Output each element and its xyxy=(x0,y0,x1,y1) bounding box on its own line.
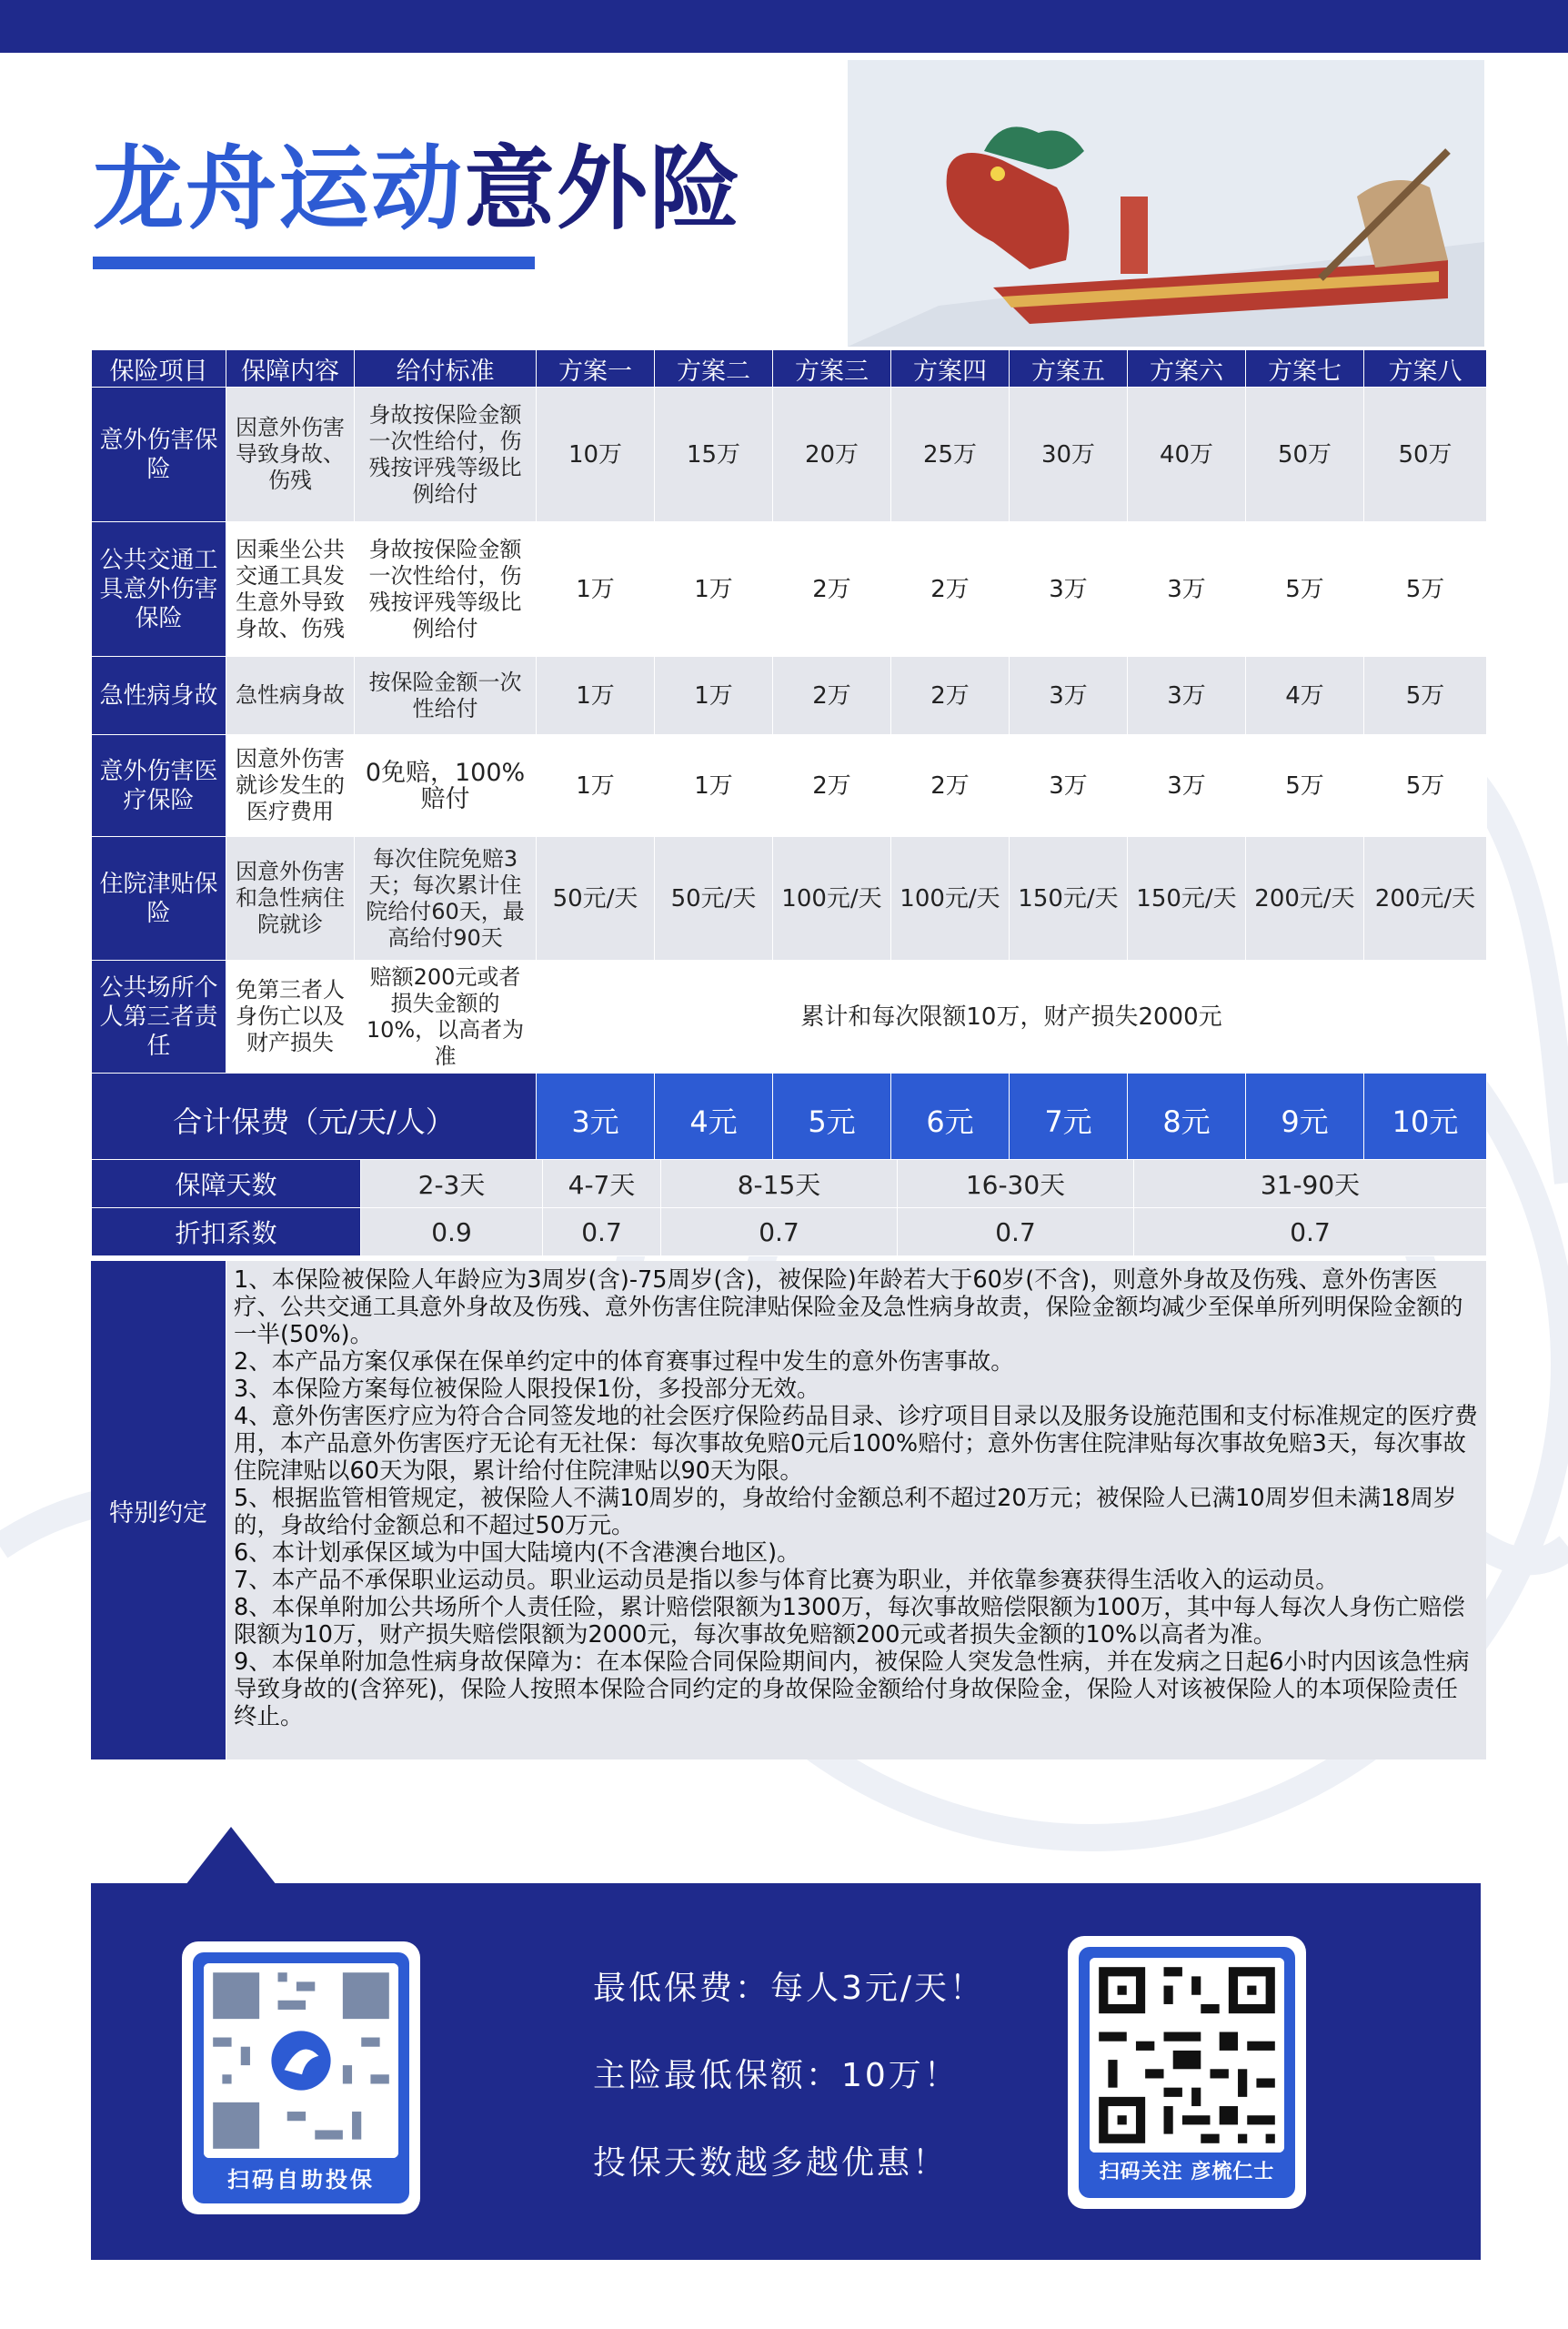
coverage-desc: 因意外伤害就诊发生的医疗费用 xyxy=(226,735,355,837)
coverage-desc: 急性病身故 xyxy=(226,657,355,735)
days-value: 2-3天 xyxy=(361,1160,543,1208)
plan-value: 200元/天 xyxy=(1246,837,1364,961)
coverage-name: 住院津贴保险 xyxy=(92,837,226,961)
factor-value: 0.7 xyxy=(898,1208,1134,1256)
header-cell: 方案一 xyxy=(537,350,655,388)
coverage-days-label: 保障天数 xyxy=(92,1160,361,1208)
coverage-desc: 因意外伤害和急性病住院就诊 xyxy=(226,837,355,961)
coverage-name: 意外伤害保险 xyxy=(92,388,226,522)
plan-value: 5万 xyxy=(1246,522,1364,657)
qr-left-caption: 扫码自助投保 xyxy=(227,2167,375,2193)
plan-value: 2万 xyxy=(891,735,1010,837)
merged-limit: 累计和每次限额10万，财产损失2000元 xyxy=(537,961,1487,1074)
premium-value: 4元 xyxy=(655,1074,773,1167)
plan-value: 15万 xyxy=(655,388,773,522)
footer-slogans xyxy=(593,1956,985,2218)
days-value: 4-7天 xyxy=(543,1160,661,1208)
plan-value: 30万 xyxy=(1010,388,1128,522)
table-row xyxy=(92,735,1487,837)
table-row xyxy=(92,961,1487,1074)
special-term: 4、意外伤害医疗应为符合合同签发地的社会医疗保险药品目录、诊疗项目目录以及服务设施范围和支付标准规定的医疗费用，本产品意外伤害医疗无论有无社保：每次事故免赔0元后100%赔付；意外伤害住院津贴每次事故免赔3天，每次事故住院津贴以60天为限，累计给付住院津贴以90天为限。 xyxy=(234,1403,1478,1485)
factor-value: 0.7 xyxy=(1134,1208,1487,1256)
title-underline xyxy=(93,257,535,269)
plan-value: 5万 xyxy=(1364,735,1487,837)
coverage-desc: 免第三者人身伤亡以及财产损失 xyxy=(226,961,355,1074)
plan-value: 200元/天 xyxy=(1364,837,1487,961)
title-part2: 意外险 xyxy=(464,136,742,242)
plan-value: 4万 xyxy=(1246,657,1364,735)
header-cell: 方案七 xyxy=(1246,350,1364,388)
payment-standard: 0免赔，100%赔付 xyxy=(355,735,537,837)
slogan: 主险最低保额：10万！ xyxy=(593,2057,960,2094)
plan-value: 50元/天 xyxy=(655,837,773,961)
plan-value: 2万 xyxy=(891,657,1010,735)
header-cell: 方案二 xyxy=(655,350,773,388)
plan-value: 3万 xyxy=(1128,522,1246,657)
plan-value: 1万 xyxy=(537,657,655,735)
special-terms-section xyxy=(91,1261,1486,1759)
page-title xyxy=(93,135,742,244)
coverage-desc: 因乘坐公共交通工具发生意外导致身故、伤残 xyxy=(226,522,355,657)
premium-value: 5元 xyxy=(773,1074,891,1167)
discount-table xyxy=(91,1159,1487,1256)
table-header-row xyxy=(92,350,1487,388)
plan-value: 10万 xyxy=(537,388,655,522)
plan-value: 40万 xyxy=(1128,388,1246,522)
plan-value: 25万 xyxy=(891,388,1010,522)
plan-value: 3万 xyxy=(1010,735,1128,837)
header-cell: 保障内容 xyxy=(226,350,355,388)
payment-standard: 每次住院免赔3天；每次累计住院给付60天，最高给付90天 xyxy=(355,837,537,961)
table-row xyxy=(92,388,1487,522)
plan-value: 1万 xyxy=(537,522,655,657)
plan-value: 1万 xyxy=(655,522,773,657)
follow-account-qr-card[interactable] xyxy=(1068,1936,1306,2209)
header-cell: 给付标准 xyxy=(355,350,537,388)
slogan: 最低保费：每人3元/天！ xyxy=(593,1970,986,2007)
coverage-name: 公共交通工具意外伤害保险 xyxy=(92,522,226,657)
premium-value: 10元 xyxy=(1364,1074,1487,1167)
plan-value: 1万 xyxy=(655,657,773,735)
special-term: 1、本保险被保险人年龄应为3周岁(含)-75周岁(含)，被保险)年龄若大于60岁(不含)，则意外身故及伤残、意外伤害医疗、公共交通工具意外身故及伤残、意外伤害住院津贴保险金及急性病身故责，保险金额均减少至保单所列明保险金额的一半(50%)。 xyxy=(234,1266,1463,1348)
plan-value: 150元/天 xyxy=(1010,837,1128,961)
plan-value: 2万 xyxy=(891,522,1010,657)
plan-value: 5万 xyxy=(1246,735,1364,837)
self-service-qr-card[interactable] xyxy=(182,1941,420,2214)
plan-value: 3万 xyxy=(1010,522,1128,657)
days-row xyxy=(92,1160,1487,1208)
table-row xyxy=(92,837,1487,961)
header-cell: 方案八 xyxy=(1364,350,1487,388)
premium-value: 6元 xyxy=(891,1074,1010,1167)
factor-value: 0.9 xyxy=(361,1208,543,1256)
header-cell: 方案三 xyxy=(773,350,891,388)
qr-code-icon[interactable] xyxy=(1090,1958,1284,2153)
special-terms-body xyxy=(226,1261,1486,1759)
plan-value: 5万 xyxy=(1364,522,1487,657)
plan-value: 5万 xyxy=(1364,657,1487,735)
slogan: 投保天数越多越优惠！ xyxy=(593,2144,949,2182)
qr-code-icon[interactable] xyxy=(204,1963,398,2158)
plan-value: 50元/天 xyxy=(537,837,655,961)
premium-value: 7元 xyxy=(1010,1074,1128,1167)
header-cell: 方案六 xyxy=(1128,350,1246,388)
plan-value: 1万 xyxy=(655,735,773,837)
days-value: 31-90天 xyxy=(1134,1160,1487,1208)
plan-value: 3万 xyxy=(1128,735,1246,837)
header-cell: 保险项目 xyxy=(92,350,226,388)
total-premium-label: 合计保费（元/天/人） xyxy=(92,1074,537,1167)
special-term: 5、根据监管相管规定，被保险人不满10周岁的，身故给付金额总利不超过20万元；被保险人已满10周岁但未满18周岁的，身故给付金额总和不超过50万元。 xyxy=(234,1485,1457,1539)
plan-value: 50万 xyxy=(1246,388,1364,522)
special-term: 8、本保单附加公共场所个人责任险，累计赔偿限额为1300万，每次事故赔偿限额为100万，其中每人每次人身伤亡赔偿限额为10万，财产损失赔偿限额为2000元，每次事故免赔额200元或者损失金额的10%以高者为准。 xyxy=(234,1594,1465,1648)
special-term: 2、本产品方案仅承保在保单约定中的体育赛事过程中发生的意外伤害事故。 xyxy=(234,1348,1014,1376)
hero-dragon-boat-image xyxy=(848,60,1484,347)
discount-factor-label: 折扣系数 xyxy=(92,1208,361,1256)
coverage-name: 公共场所个人第三者责任 xyxy=(92,961,226,1074)
table-row xyxy=(92,657,1487,735)
premium-value: 8元 xyxy=(1128,1074,1246,1167)
plan-value: 2万 xyxy=(773,735,891,837)
factor-value: 0.7 xyxy=(661,1208,898,1256)
days-value: 16-30天 xyxy=(898,1160,1134,1208)
special-term: 9、本保单附加急性病身故保障为：在本保险合同保险期间内，被保险人突发急性病，并在发病之日起6小时内因该急性病导致身故的(含猝死)，保险人按照本保险合同约定的身故保险金额给付身故保险金，保险人对该被保险人的本项保险责任终止。 xyxy=(234,1648,1470,1730)
plan-value: 2万 xyxy=(773,522,891,657)
premium-value: 3元 xyxy=(537,1074,655,1167)
days-value: 8-15天 xyxy=(661,1160,898,1208)
table-row xyxy=(92,522,1487,657)
plan-value: 1万 xyxy=(537,735,655,837)
plan-value: 100元/天 xyxy=(891,837,1010,961)
plan-value: 3万 xyxy=(1010,657,1128,735)
payment-standard: 按保险金额一次性给付 xyxy=(355,657,537,735)
payment-standard: 赔额200元或者损失金额的10%，以高者为准 xyxy=(355,961,537,1074)
special-term: 3、本保险方案每位被保险人限投保1份，多投部分无效。 xyxy=(234,1376,820,1403)
special-term: 6、本计划承保区域为中国大陆境内(不含港澳台地区)。 xyxy=(234,1539,800,1567)
qr-right-caption: 扫码关注 彦梳仁士 xyxy=(1099,2161,1275,2183)
plan-value: 20万 xyxy=(773,388,891,522)
plan-value: 100元/天 xyxy=(773,837,891,961)
footer-pointer xyxy=(186,1827,276,1885)
factor-row xyxy=(92,1208,1487,1256)
header-cell: 方案四 xyxy=(891,350,1010,388)
premium-value: 9元 xyxy=(1246,1074,1364,1167)
coverage-name: 急性病身故 xyxy=(92,657,226,735)
special-term: 7、本产品不承保职业运动员。职业运动员是指以参与体育比赛为职业，并依靠参赛获得生活收入的运动员。 xyxy=(234,1567,1339,1594)
plan-value: 50万 xyxy=(1364,388,1487,522)
insurance-plan-table xyxy=(91,349,1487,1167)
coverage-desc: 因意外伤害导致身故、伤残 xyxy=(226,388,355,522)
plan-value: 2万 xyxy=(773,657,891,735)
total-premium-row xyxy=(92,1074,1487,1167)
plan-value: 3万 xyxy=(1128,657,1246,735)
factor-value: 0.7 xyxy=(543,1208,661,1256)
coverage-name: 意外伤害医疗保险 xyxy=(92,735,226,837)
special-terms-label: 特别约定 xyxy=(91,1261,226,1759)
header-cell: 方案五 xyxy=(1010,350,1128,388)
plan-value: 150元/天 xyxy=(1128,837,1246,961)
payment-standard: 身故按保险金额一次性给付，伤残按评残等级比例给付 xyxy=(355,388,537,522)
title-part1: 龙舟运动 xyxy=(93,136,464,242)
payment-standard: 身故按保险金额一次性给付，伤残按评残等级比例给付 xyxy=(355,522,537,657)
